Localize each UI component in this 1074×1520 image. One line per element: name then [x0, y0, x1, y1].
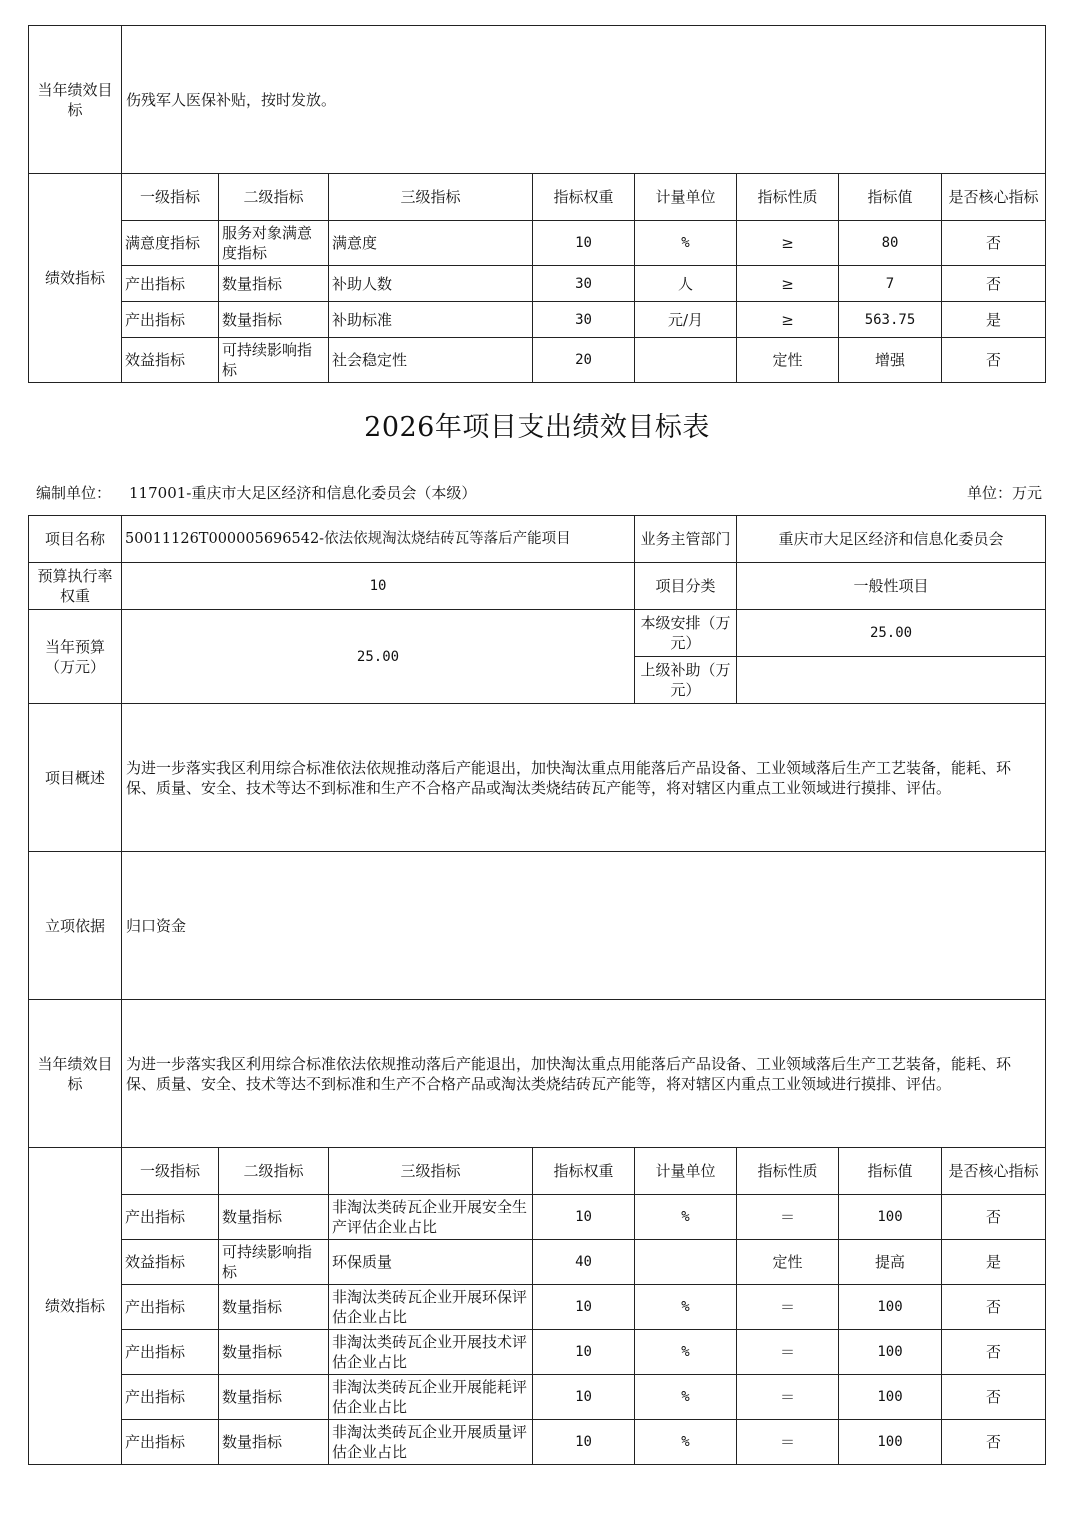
cell-level2: 数量指标: [219, 1330, 329, 1375]
table-row: [29, 1375, 1046, 1420]
cell-core: 是: [942, 302, 1046, 338]
cell-nature: 定性: [737, 338, 839, 383]
budget-value: 25.00: [122, 610, 635, 704]
cell-unit: %: [635, 1195, 737, 1240]
header-weight: 指标权重: [533, 1148, 635, 1195]
basis-label: 立项依据: [29, 852, 122, 1000]
cell-unit: %: [635, 1285, 737, 1330]
cell-core: 否: [942, 1420, 1046, 1465]
cell-weight: 10: [533, 1195, 635, 1240]
header-nature: 指标性质: [737, 174, 839, 221]
cell-weight: 10: [533, 1375, 635, 1420]
cell-weight: 10: [533, 1420, 635, 1465]
table-row: [29, 221, 1046, 266]
upper-label: 上级补助（万元）: [635, 657, 737, 704]
table-row: [29, 1240, 1046, 1285]
cell-level1: 满意度指标: [122, 221, 219, 266]
cell-core: 否: [942, 221, 1046, 266]
cell-unit: %: [635, 1375, 737, 1420]
category-value: 一般性项目: [737, 563, 1046, 610]
overview-label: 项目概述: [29, 704, 122, 852]
table-row: [29, 266, 1046, 302]
cell-level1: 产出指标: [122, 1195, 219, 1240]
cell-level2: 数量指标: [219, 1375, 329, 1420]
cell-value: 563.75: [839, 302, 942, 338]
header-level2: 二级指标: [219, 1148, 329, 1195]
cell-value: 100: [839, 1195, 942, 1240]
cell-level2: 可持续影响指标: [219, 338, 329, 383]
cell-value: 增强: [839, 338, 942, 383]
goal-text: 为进一步落实我区利用综合标准依法依规推动落后产能退出，加快淘汰重点用能落后产品设备、工业领域落后生产工艺装备，能耗、环保、质量、安全、技术等达不到标准和生产不合格产品或淘汰类烧结砖瓦产能等，将对辖区内重点工业领域进行摸排、评估。: [122, 1000, 1046, 1148]
org-value: 117001-重庆市大足区经济和信息化委员会（本级）: [129, 484, 477, 502]
goal-text: 伤残军人医保补贴，按时发放。: [122, 26, 1046, 174]
cell-level1: 产出指标: [122, 1285, 219, 1330]
category-label: 项目分类: [635, 563, 737, 610]
header-level3: 三级指标: [329, 1148, 533, 1195]
cell-weight: 10: [533, 1285, 635, 1330]
cell-level1: 产出指标: [122, 1375, 219, 1420]
cell-unit: %: [635, 1420, 737, 1465]
upper-value: [737, 657, 1046, 704]
cell-level1: 产出指标: [122, 1330, 219, 1375]
basis-text: 归口资金: [122, 852, 1046, 1000]
cell-level2: 可持续影响指标: [219, 1240, 329, 1285]
header-weight: 指标权重: [533, 174, 635, 221]
cell-nature: ＝: [737, 1195, 839, 1240]
table-row: [29, 302, 1046, 338]
cell-level3: 非淘汰类砖瓦企业开展质量评估企业占比: [329, 1420, 533, 1465]
cell-level3: 满意度: [329, 221, 533, 266]
cell-value: 100: [839, 1420, 942, 1465]
goal-label: 当年绩效目标: [29, 26, 122, 174]
header-core: 是否核心指标: [942, 1148, 1046, 1195]
project-name-label: 项目名称: [29, 516, 122, 563]
header-core: 是否核心指标: [942, 174, 1046, 221]
prev-project-table: [28, 25, 1046, 383]
cell-level1: 效益指标: [122, 1240, 219, 1285]
cell-level3: 非淘汰类砖瓦企业开展技术评估企业占比: [329, 1330, 533, 1375]
header-nature: 指标性质: [737, 1148, 839, 1195]
cell-nature: ≥: [737, 266, 839, 302]
overview-text: 为进一步落实我区利用综合标准依法依规推动落后产能退出，加快淘汰重点用能落后产品设备、工业领域落后生产工艺装备，能耗、环保、质量、安全、技术等达不到标准和生产不合格产品或淘汰类烧结砖瓦产能等，将对辖区内重点工业领域进行摸排、评估。: [122, 704, 1046, 852]
cell-core: 否: [942, 1195, 1046, 1240]
cell-unit: %: [635, 1330, 737, 1375]
local-value: 25.00: [737, 610, 1046, 657]
header-level3: 三级指标: [329, 174, 533, 221]
cell-level2: 数量指标: [219, 1195, 329, 1240]
cell-core: 否: [942, 1375, 1046, 1420]
cell-value: 提高: [839, 1240, 942, 1285]
cell-weight: 10: [533, 1330, 635, 1375]
budget-label: 当年预算（万元）: [29, 610, 122, 704]
table-row: [29, 1285, 1046, 1330]
cell-weight: 30: [533, 302, 635, 338]
cell-value: 100: [839, 1285, 942, 1330]
cell-nature: ≥: [737, 221, 839, 266]
cell-nature: ＝: [737, 1375, 839, 1420]
cell-level2: 数量指标: [219, 1420, 329, 1465]
cell-value: 80: [839, 221, 942, 266]
local-label: 本级安排（万元）: [635, 610, 737, 657]
cell-nature: ＝: [737, 1330, 839, 1375]
cell-unit: 人: [635, 266, 737, 302]
cell-core: 否: [942, 338, 1046, 383]
cell-value: 7: [839, 266, 942, 302]
table-row: [29, 1195, 1046, 1240]
cell-level3: 补助标准: [329, 302, 533, 338]
cell-level2: 服务对象满意度指标: [219, 221, 329, 266]
table-row: [29, 1420, 1046, 1465]
cell-level1: 产出指标: [122, 1420, 219, 1465]
header-level1: 一级指标: [122, 174, 219, 221]
cell-level2: 数量指标: [219, 1285, 329, 1330]
header-value: 指标值: [839, 174, 942, 221]
org-line: [36, 482, 476, 504]
cell-value: 100: [839, 1375, 942, 1420]
cell-core: 否: [942, 1285, 1046, 1330]
org-label: 编制单位：: [36, 484, 112, 502]
exec-rate-label: 预算执行率权重: [29, 563, 122, 610]
dept-value: 重庆市大足区经济和信息化委员会: [737, 516, 1046, 563]
cell-level1: 产出指标: [122, 302, 219, 338]
cell-level2: 数量指标: [219, 302, 329, 338]
header-level1: 一级指标: [122, 1148, 219, 1195]
cell-core: 是: [942, 1240, 1046, 1285]
cell-value: 100: [839, 1330, 942, 1375]
cell-level3: 环保质量: [329, 1240, 533, 1285]
unit-label: 单位：万元: [966, 484, 1042, 502]
header-unit: 计量单位: [635, 1148, 737, 1195]
cell-level3: 非淘汰类砖瓦企业开展能耗评估企业占比: [329, 1375, 533, 1420]
cell-level3: 非淘汰类砖瓦企业开展环保评估企业占比: [329, 1285, 533, 1330]
header-level2: 二级指标: [219, 174, 329, 221]
cell-nature: ＝: [737, 1420, 839, 1465]
cell-nature: ≥: [737, 302, 839, 338]
page-title: 2026年项目支出绩效目标表: [364, 412, 710, 443]
indicators-label: 绩效指标: [29, 174, 122, 383]
indicators-label: 绩效指标: [29, 1148, 122, 1465]
cell-weight: 40: [533, 1240, 635, 1285]
cell-level2: 数量指标: [219, 266, 329, 302]
cell-nature: ＝: [737, 1285, 839, 1330]
cell-weight: 30: [533, 266, 635, 302]
exec-rate-value: 10: [122, 563, 635, 610]
cell-unit: [635, 338, 737, 383]
table-row: [29, 1330, 1046, 1375]
cell-level3: 补助人数: [329, 266, 533, 302]
cell-core: 否: [942, 266, 1046, 302]
cell-core: 否: [942, 1330, 1046, 1375]
cell-unit: %: [635, 221, 737, 266]
cell-unit: 元/月: [635, 302, 737, 338]
table-row: [29, 338, 1046, 383]
dept-label: 业务主管部门: [635, 516, 737, 563]
cell-weight: 10: [533, 221, 635, 266]
cell-unit: [635, 1240, 737, 1285]
cell-level1: 产出指标: [122, 266, 219, 302]
cell-weight: 20: [533, 338, 635, 383]
header-value: 指标值: [839, 1148, 942, 1195]
cell-level1: 效益指标: [122, 338, 219, 383]
cell-nature: 定性: [737, 1240, 839, 1285]
project-name: 50011126T000005696542-依法依规淘汰烧结砖瓦等落后产能项目: [122, 516, 635, 563]
project-table: [28, 515, 1046, 1465]
cell-level3: 非淘汰类砖瓦企业开展安全生产评估企业占比: [329, 1195, 533, 1240]
header-unit: 计量单位: [635, 174, 737, 221]
goal-label: 当年绩效目标: [29, 1000, 122, 1148]
cell-level3: 社会稳定性: [329, 338, 533, 383]
